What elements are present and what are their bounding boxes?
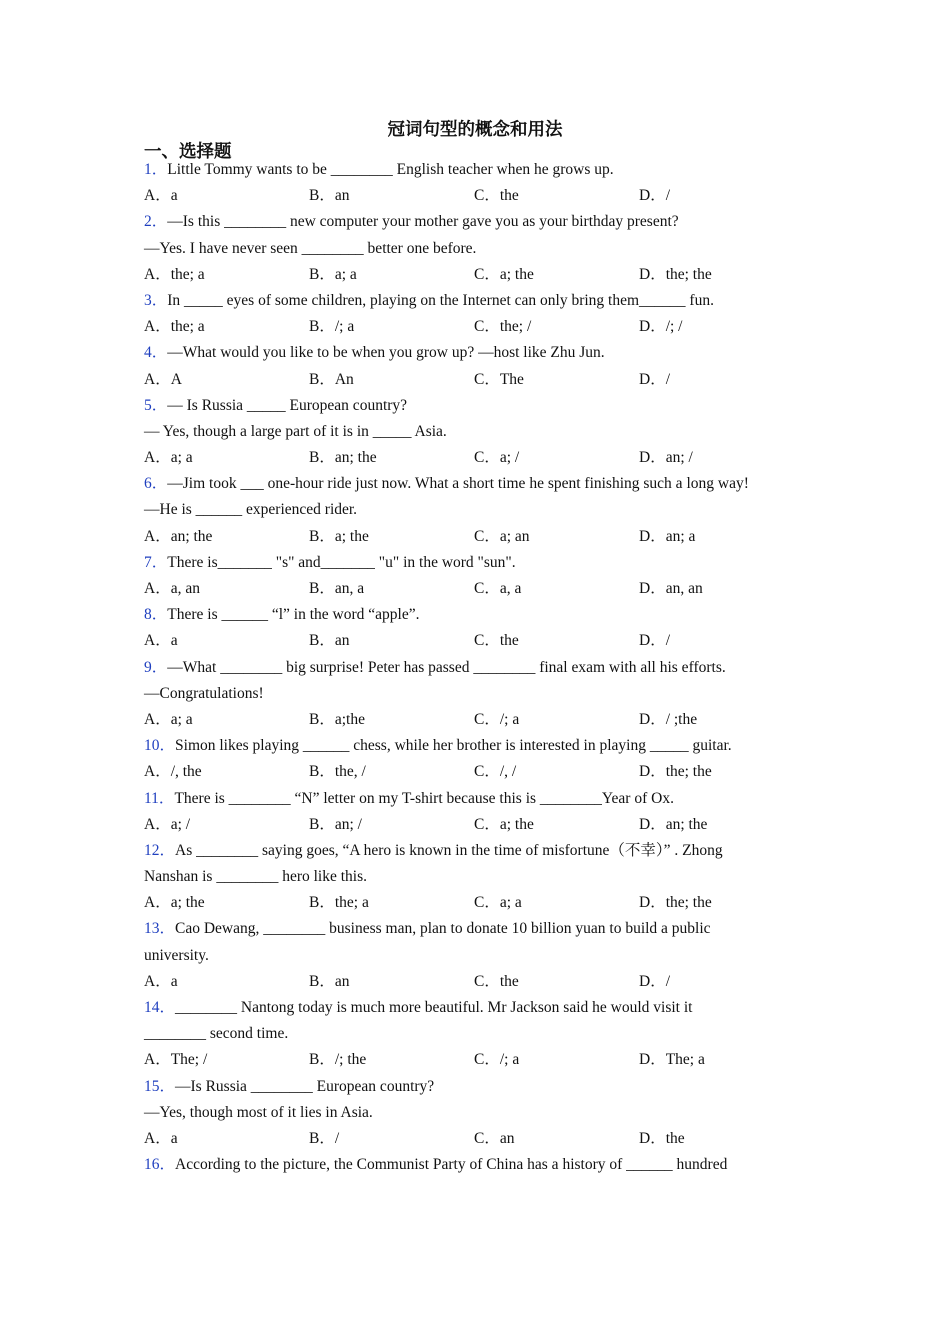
question-item [144, 1152, 804, 1178]
question-number: 15． [144, 1077, 176, 1095]
answer-option[interactable]: A．/, the [144, 763, 202, 781]
question-line [144, 288, 804, 314]
answer-option[interactable]: B．the; a [309, 894, 369, 912]
question-line [144, 419, 804, 445]
question-number: 3． [144, 291, 168, 309]
answer-option[interactable]: D．/; / [639, 318, 683, 336]
question-text: ________ second time. [144, 1025, 289, 1043]
question-item [144, 838, 804, 917]
answer-option[interactable]: A．a; a [144, 449, 193, 467]
answer-option[interactable]: D．an; / [639, 449, 693, 467]
answer-options [144, 628, 804, 654]
answer-option[interactable]: D．the; the [639, 894, 712, 912]
answer-option[interactable]: D．the [639, 1129, 685, 1147]
answer-option[interactable]: A．an; the [144, 527, 213, 545]
answer-option[interactable]: A．a [144, 1129, 178, 1147]
answer-option[interactable]: A．a [144, 632, 178, 650]
answer-options [144, 1126, 804, 1152]
question-number: 13． [144, 920, 176, 938]
question-line [144, 655, 804, 681]
question-item [144, 1074, 804, 1153]
answer-option[interactable]: A．a; the [144, 894, 205, 912]
question-line [144, 1152, 804, 1178]
question-number: 2． [144, 213, 168, 231]
answer-option[interactable]: D．/ [639, 187, 671, 205]
question-number: 5． [144, 396, 168, 414]
question-item [144, 786, 804, 838]
question-text: — Is Russia _____ European country? [167, 396, 408, 414]
answer-option[interactable]: D．the; the [639, 265, 712, 283]
question-line [144, 157, 804, 183]
question-text: There is ______ “l” in the word “apple”. [167, 606, 420, 624]
answer-option[interactable]: A．a; a [144, 710, 193, 728]
question-item [144, 916, 804, 995]
answer-option[interactable]: B．an; the [309, 449, 377, 467]
section-heading: 一、选择题 [144, 142, 232, 162]
question-line [144, 1021, 804, 1047]
question-line [144, 340, 804, 366]
question-text: Little Tommy wants to be ________ English teacher when he grows up. [167, 161, 614, 178]
question-text: —What ________ big surprise! Peter has passed ________ final exam with all his efforts. [167, 658, 726, 676]
question-item [144, 471, 804, 550]
question-number: 9． [144, 658, 168, 676]
question-item [144, 733, 804, 785]
question-text: According to the picture, the Communist Party of China has a history of ______ hundred [175, 1156, 728, 1174]
answer-option[interactable]: C．a; / [474, 449, 520, 467]
question-line [144, 864, 804, 890]
answer-option[interactable]: C．the; / [474, 318, 532, 336]
question-number: 1． [144, 161, 168, 178]
answer-options [144, 812, 804, 838]
question-item [144, 288, 804, 340]
question-number: 12． [144, 841, 176, 859]
question-item [144, 157, 804, 209]
answer-option[interactable]: C．The [474, 370, 524, 388]
answer-option[interactable]: A．a; / [144, 815, 191, 833]
answer-options [144, 524, 804, 550]
answer-option[interactable]: D．an; a [639, 527, 696, 545]
answer-option[interactable]: C．the [474, 187, 519, 205]
question-text: — Yes, though a large part of it is in _____ Asia. [144, 422, 447, 440]
answer-options [144, 890, 804, 916]
answer-option[interactable]: B．a;the [309, 710, 365, 728]
question-text: There is_______ "s" and_______ "u" in the word "sun". [167, 553, 516, 571]
answer-option[interactable]: C．a; a [474, 894, 522, 912]
question-line [144, 786, 804, 812]
question-item [144, 995, 804, 1074]
question-text: Simon likes playing ______ chess, while her brother is interested in playing _____ guitar. [175, 737, 732, 755]
answer-option[interactable]: B．a; a [309, 265, 357, 283]
answer-option[interactable]: C．/; a [474, 710, 520, 728]
answer-options [144, 183, 804, 209]
answer-option[interactable]: B．an [309, 972, 350, 990]
answer-option[interactable]: B．/ [309, 1129, 340, 1147]
answer-options [144, 576, 804, 602]
answer-options [144, 262, 804, 288]
answer-option[interactable]: C．/, / [474, 763, 517, 781]
page-title: 冠词句型的概念和用法 [387, 120, 563, 140]
answer-option[interactable]: A．a [144, 972, 178, 990]
question-item [144, 393, 804, 472]
question-number: 4． [144, 344, 168, 362]
answer-option[interactable]: B．/; a [309, 318, 355, 336]
question-line [144, 1100, 804, 1126]
question-number: 8． [144, 606, 168, 624]
answer-option[interactable]: C．a; the [474, 265, 534, 283]
answer-options [144, 314, 804, 340]
answer-option[interactable]: B．an [309, 632, 350, 650]
answer-option[interactable]: C．an [474, 1129, 515, 1147]
answer-options [144, 445, 804, 471]
question-text: ________ Nantong today is much more beautiful. Mr Jackson said he would visit it [175, 999, 693, 1016]
answer-option[interactable]: D．/ [639, 370, 671, 388]
question-text: university. [144, 946, 209, 964]
question-text: In _____ eyes of some children, playing on the Internet can only bring them______ fun. [167, 291, 714, 309]
answer-option[interactable]: A．the; a [144, 265, 205, 283]
question-item [144, 602, 804, 654]
question-number: 11． [144, 789, 175, 807]
question-text: Nanshan is ________ hero like this. [144, 868, 368, 886]
answer-option[interactable]: B．An [309, 370, 354, 388]
question-line [144, 838, 804, 864]
question-line [144, 995, 804, 1021]
answer-option[interactable]: B．the, / [309, 763, 366, 781]
question-text: As ________ saying goes, “A hero is known in the time of misfortune（不幸）” . Zhong [175, 841, 723, 859]
question-text: —Jim took ___ one-hour ride just now. What a short time he spent finishing such a long way! [167, 475, 749, 493]
answer-option[interactable]: D．/ ;the [639, 710, 698, 728]
question-text: —Congratulations! [144, 684, 264, 702]
answer-option[interactable]: C．the [474, 632, 519, 650]
question-text: —Is Russia ________ European country? [175, 1077, 435, 1095]
answer-option[interactable]: D．The; a [639, 1051, 705, 1069]
question-line [144, 733, 804, 759]
answer-option[interactable]: B．a; the [309, 527, 369, 545]
question-text: There is ________ “N” letter on my T-shirt because this is ________Year of Ox. [174, 789, 674, 807]
question-number: 14． [144, 999, 176, 1016]
question-text: —Yes. I have never seen ________ better one before. [144, 239, 477, 257]
answer-option[interactable]: D．the; the [639, 763, 712, 781]
answer-option[interactable]: A．A [144, 370, 182, 388]
question-item [144, 209, 804, 288]
answer-option[interactable]: B．/; the [309, 1051, 367, 1069]
question-text: —Is this ________ new computer your mother gave you as your birthday present? [167, 213, 679, 231]
question-text: —He is ______ experienced rider. [144, 501, 358, 519]
question-list [144, 157, 804, 1178]
answer-option[interactable]: D．an; the [639, 815, 708, 833]
answer-option[interactable]: A．The; / [144, 1051, 208, 1069]
question-line [144, 393, 804, 419]
answer-option[interactable]: A．the; a [144, 318, 205, 336]
question-text: —Yes, though most of it lies in Asia. [144, 1103, 373, 1121]
question-line [144, 471, 804, 497]
answer-option[interactable]: A．a [144, 187, 178, 205]
answer-options [144, 707, 804, 733]
answer-option[interactable]: B．an; / [309, 815, 362, 833]
question-line [144, 1074, 804, 1100]
answer-options [144, 759, 804, 785]
answer-option[interactable]: C．/; a [474, 1051, 520, 1069]
question-number: 16． [144, 1156, 176, 1174]
question-item [144, 340, 804, 392]
question-line [144, 681, 804, 707]
answer-option[interactable]: D．/ [639, 972, 671, 990]
question-line [144, 497, 804, 523]
question-line [144, 943, 804, 969]
answer-option[interactable]: C．the [474, 972, 519, 990]
answer-option[interactable]: B．an [309, 187, 350, 205]
question-number: 10． [144, 737, 176, 755]
question-item [144, 550, 804, 602]
answer-option[interactable]: D．an, an [639, 580, 703, 597]
question-line [144, 236, 804, 262]
answer-option[interactable]: C．a; an [474, 527, 530, 545]
question-text: —What would you like to be when you grow up? —host like Zhu Jun. [167, 344, 605, 362]
answer-options [144, 367, 804, 393]
answer-option[interactable]: A．a, an [144, 580, 200, 597]
question-line [144, 602, 804, 628]
question-number: 6． [144, 475, 168, 493]
answer-option[interactable]: C．a, a [474, 580, 522, 597]
answer-option[interactable]: C．a; the [474, 815, 534, 833]
question-text: Cao Dewang, ________ business man, plan to donate 10 billion yuan to build a public [175, 920, 711, 938]
question-item [144, 655, 804, 734]
answer-option[interactable]: B．an, a [309, 580, 365, 597]
answer-option[interactable]: D．/ [639, 632, 671, 650]
question-line [144, 916, 804, 942]
question-line [144, 550, 804, 576]
question-number: 7． [144, 553, 168, 571]
answer-options [144, 969, 804, 995]
question-line [144, 209, 804, 235]
answer-options [144, 1047, 804, 1073]
